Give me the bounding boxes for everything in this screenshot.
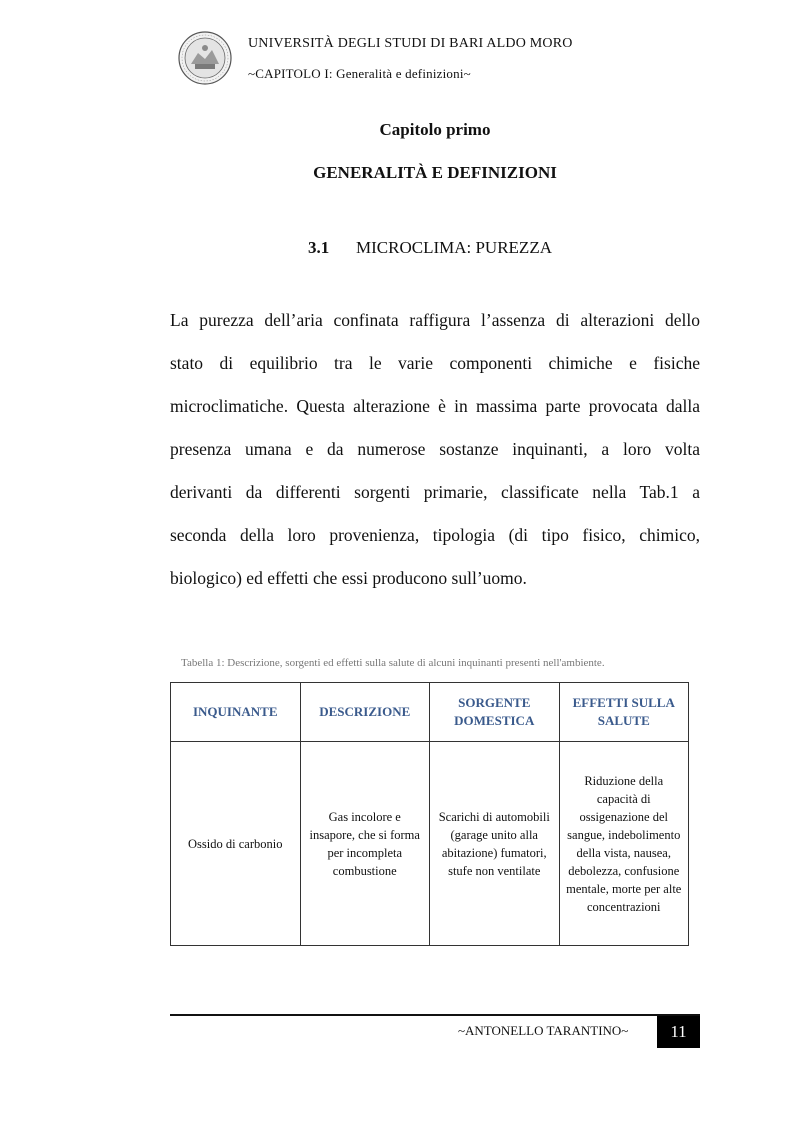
header-chapter: ~CAPITOLO I: Generalità e definizioni~ [248,66,471,81]
table-header-row [171,683,689,742]
chapter-title: Capitolo primo [379,120,491,139]
header-effetti: EFFETTI SULLA SALUTE [559,683,689,742]
section-title: MICROCLIMA: PUREZZA [356,238,552,257]
paragraph-line: seconda della loro provenienza, tipologia (di tipo fisico, chimico, [170,525,700,545]
cell-descrizione: Gas incolore e insapore, che si forma per incompleta combustione [300,742,430,946]
paragraph-line: derivanti da differenti sorgenti primarie, classificate nella Tab.1 a [170,482,700,502]
footer-author: ~ANTONELLO TARANTINO~ [458,1023,629,1038]
paragraph-line: stato di equilibrio tra le varie componenti chimiche e fisiche [170,353,700,373]
table-caption: Tabella 1: Descrizione, sorgenti ed effetti sulla salute di alcuni inquinanti presenti nell'ambiente. [181,657,605,669]
paragraph-line: microclimatiche. Questa alterazione è in massima parte provocata dalla [170,396,700,416]
header-university: UNIVERSITÀ DEGLI STUDI DI BARI ALDO MORO [248,36,573,51]
header-descrizione: DESCRIZIONE [300,683,430,742]
cell-sorgente: Scarichi di automobili (garage unito alla abitazione) fumatori, stufe non ventilate [430,742,560,946]
section-number: 3.1 [308,238,330,257]
table-row [171,742,689,946]
paragraph-line: presenza umana e da numerose sostanze inquinanti, a loro volta [170,439,700,459]
pollutants-table [170,682,689,946]
section-heading [308,238,552,258]
cell-effetti: Riduzione della capacità di ossigenazione del sangue, indebolimento della vista, nausea, debolezza, confusione mentale, morte per alte concentrazioni [559,742,689,946]
page-number: 11 [657,1016,700,1048]
university-seal-icon [178,31,232,85]
paragraph-line: biologico) ed effetti che essi producono sull’uomo. [170,568,527,588]
chapter-subtitle: GENERALITÀ E DEFINIZIONI [313,163,557,182]
header-inquinante: INQUINANTE [171,683,301,742]
paragraph-line: La purezza dell’aria confinata raffigura l’assenza di alterazioni dello [170,310,700,330]
header-sorgente: SORGENTE DOMESTICA [430,683,560,742]
cell-inquinante: Ossido di carbonio [171,742,301,946]
footer-divider [170,1014,700,1016]
